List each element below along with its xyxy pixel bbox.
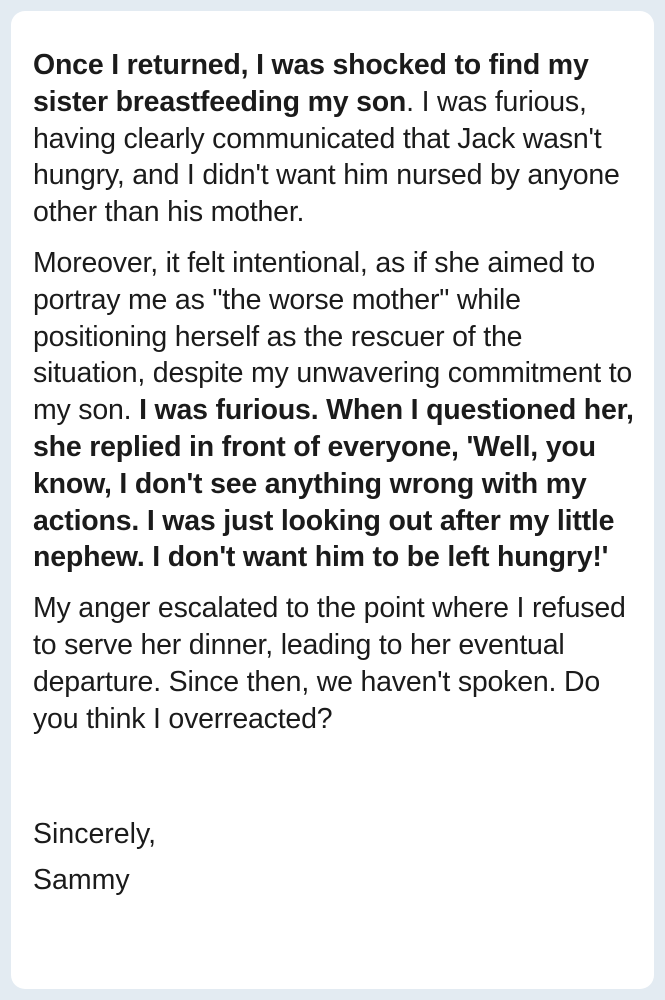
paragraph-2-text: Moreover, it felt intentional, as if she aimed to portray me as "the worse mother" while positioning herself as the rescuer of the situation, despite my unwavering commitment to my son. (33, 246, 633, 427)
paragraph-1-text: . I was furious, having clearly communicated that Jack wasn't hungry, and I didn't want him nursed by anyone other than his mother. (33, 85, 620, 229)
paragraph-3-text: My anger escalated to the point where I refused to serve her dinner, leading to her eventual departure. Since then, we haven't spoken. Do you think I overreacted? (33, 592, 626, 735)
paragraph-2 (33, 245, 636, 576)
paragraph-1 (33, 47, 636, 231)
paragraph-2-bold-text: I was furious. When I questioned her, she replied in front of everyone, 'Well, you know, I don't see anything wrong with my actions. I was just looking out after my little nephew. I don't want him to be left hungry!' (33, 394, 634, 574)
message-card (11, 11, 654, 989)
closing-text: Sincerely, (33, 818, 157, 851)
signature-text: Sammy (33, 864, 130, 897)
paragraph-3 (33, 590, 636, 737)
spacer (33, 751, 636, 811)
paragraph-1-bold-text: Once I returned, I was shocked to find my sister breastfeeding my son (33, 49, 589, 118)
